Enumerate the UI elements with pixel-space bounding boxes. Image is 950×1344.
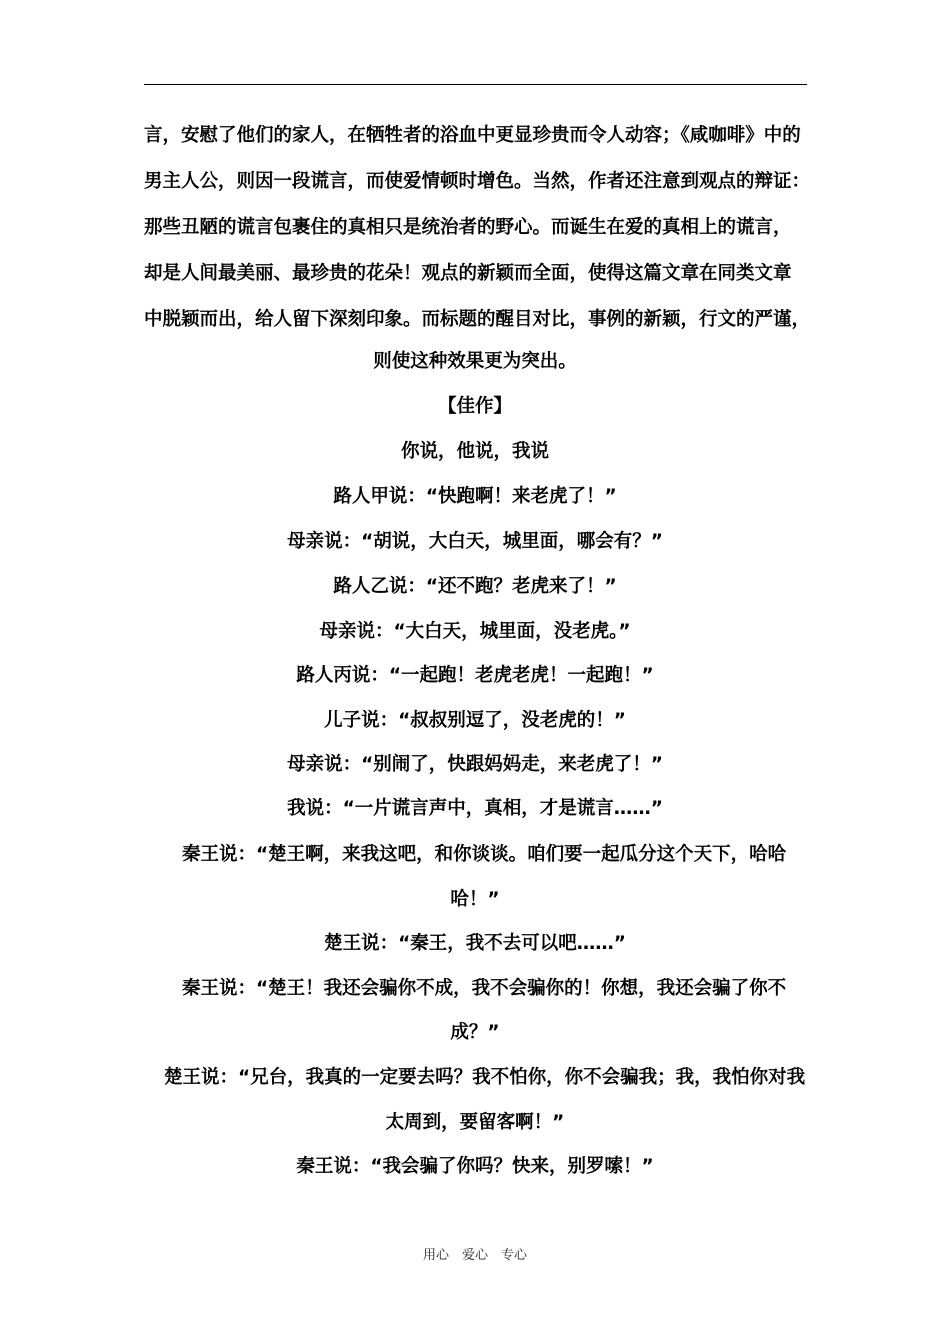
dialogue-line-chu-1: 楚王说：“秦王，我不去可以吧……” xyxy=(324,933,626,954)
dialogue-line: 路人甲说：“快跑啊！来老虎了！” xyxy=(333,486,617,507)
essay-title: 你说，他说，我说 xyxy=(400,441,549,462)
paragraph-line-6: 则使这种效果更为突出。 xyxy=(373,351,577,372)
dialogue-line-chu-2a: 楚王说：“兄台，我真的一定要去吗？我不怕你，你不会骗我；我，我怕你对我 xyxy=(164,1067,806,1088)
header-rule xyxy=(144,84,807,85)
dialogue-line: 母亲说：“别闹了，快跟妈妈走，来老虎了！” xyxy=(287,754,663,775)
paragraph-line-3: 那些丑陋的谎言包裹住的真相只是统治者的野心。而诞生在爱的真相上的谎言， xyxy=(144,217,792,238)
section-heading: 【佳作】 xyxy=(437,396,512,417)
paragraph-line-1: 言，安慰了他们的家人，在牺牲者的浴血中更显珍贵而令人动容；《咸咖啡》中的 xyxy=(144,125,801,146)
dialogue-line: 路人乙说：“还不跑？老虎来了！” xyxy=(333,576,617,597)
page-footer: 用心 爱心 专心 xyxy=(422,1248,527,1263)
dialogue-line-qin-3: 秦王说：“我会骗了你吗？快来，别罗嗦！” xyxy=(296,1156,654,1177)
dialogue-line: 我说：“一片谎言声中，真相，才是谎言……” xyxy=(287,798,663,819)
dialogue-line: 母亲说：“大白天，城里面，没老虎。” xyxy=(319,621,631,642)
paragraph-line-2: 男主人公，则因一段谎言，而使爱情顿时增色。当然，作者还注意到观点的辩证： xyxy=(144,171,811,192)
dialogue-line-qin-1b: 哈！” xyxy=(450,889,500,910)
paragraph-line-5: 中脱颖而出，给人留下深刻印象。而标题的醒目对比，事例的新颖，行文的严谨， xyxy=(144,309,811,330)
dialogue-line-qin-2b: 成？” xyxy=(450,1022,500,1043)
paragraph-line-4: 却是人间最美丽、最珍贵的花朵！观点的新颖而全面，使得这篇文章在同类文章 xyxy=(144,263,792,284)
dialogue-line: 母亲说：“胡说，大白天，城里面，哪会有？” xyxy=(287,531,663,552)
dialogue-line-qin-1a: 秦王说：“楚王啊，来我这吧，和你谈谈。咱们要一起瓜分这个天下，哈哈 xyxy=(182,844,787,865)
dialogue-line-qin-2a: 秦王说：“楚王！我还会骗你不成，我不会骗你的！你想，我还会骗了你不 xyxy=(182,978,787,999)
dialogue-line-chu-2b: 太周到，要留客啊！” xyxy=(385,1112,565,1133)
dialogue-line: 儿子说：“叔叔别逗了，没老虎的！” xyxy=(324,710,626,731)
dialogue-line: 路人丙说：“一起跑！老虎老虎！一起跑！” xyxy=(296,665,654,686)
